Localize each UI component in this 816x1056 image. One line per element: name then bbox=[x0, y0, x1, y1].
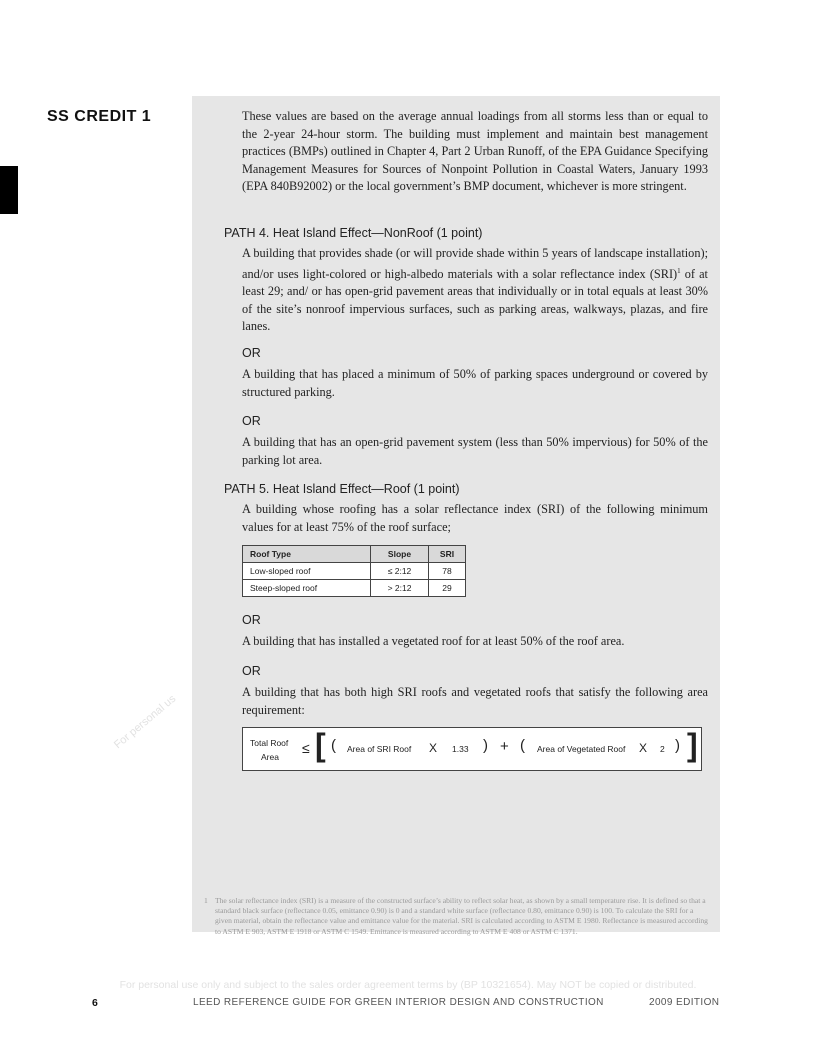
path4-heading: PATH 4. Heat Island Effect—NonRoof (1 point) bbox=[224, 226, 483, 240]
table-cell: > 2:12 bbox=[371, 580, 429, 597]
formula-factor-2: 2 bbox=[660, 744, 665, 754]
footnote-number: 1 bbox=[204, 896, 208, 905]
footnote-ref: 1 bbox=[677, 266, 681, 275]
formula-term-vegetated-roof: Area of Vegetated Roof bbox=[537, 744, 626, 754]
formula-term-sri-roof: Area of SRI Roof bbox=[347, 744, 412, 754]
path5-paragraph-3: A building that has both high SRI roofs and vegetated roofs that satisfy the following area requirement: bbox=[242, 685, 708, 717]
or-separator: OR bbox=[242, 414, 261, 428]
table-cell: 29 bbox=[429, 580, 466, 597]
bottom-watermark: For personal use only and subject to the sales order agreement terms by (BP 10321654). May NOT be copied or distributed. bbox=[119, 979, 697, 991]
formula-lhs-line2: Area bbox=[261, 752, 279, 762]
path4-paragraph-2: A building that has placed a minimum of 50% of parking spaces underground or covered by structured parking. bbox=[242, 367, 708, 399]
right-paren: ) bbox=[675, 737, 680, 754]
table-cell: 78 bbox=[429, 563, 466, 580]
leq-symbol: ≤ bbox=[302, 740, 310, 756]
times-symbol: X bbox=[639, 741, 648, 755]
sri-table bbox=[242, 545, 466, 597]
intro-paragraph: These values are based on the average annual loadings from all storms less than or equal to the 2-year 24-hour storm. The building must implement and maintain best management practices (BMPs) outlined in Chapter 4, Part 2 Urban Runoff, of the EPA Guidance Specifying Management Measures for Sources of Nonpoint Pollution in Coastal Waters, January 1993 (EPA 840B92002) or the local government’s BMP document, whichever is more stringent. bbox=[242, 109, 708, 193]
area-formula-box bbox=[242, 727, 702, 771]
path5-paragraph-1: A building whose roofing has a solar reflectance index (SRI) of the following minimum values for at least 75% of the roof surface; bbox=[242, 502, 708, 534]
footer-edition: 2009 EDITION bbox=[649, 997, 720, 1008]
table-header-row bbox=[243, 546, 466, 563]
table-cell: Steep-sloped roof bbox=[243, 580, 371, 597]
footnote bbox=[204, 896, 710, 937]
path5-paragraph-2: A building that has installed a vegetated roof for at least 50% of the roof area. bbox=[242, 634, 625, 648]
right-bracket: ] bbox=[687, 727, 698, 763]
plus-symbol: + bbox=[500, 738, 509, 755]
diagonal-watermark: For personal us bbox=[112, 692, 179, 752]
footnote-text: The solar reflectance index (SRI) is a measure of the constructed surface’s ability to reflect solar heat, as shown by a small temperature rise. It is defined so that a standard black surface (reflectance 0.05, emittance 0.90) is 0 and a standard white surface (reflectance 0.80, emittance 0.90) is 100. To calculate the SRI for a given material, obtain the reflectance value and emittance value for the material. SRI is calculated according to ASTM E 1980. Reflectance is measured according to ASTM E 903, ASTM E 1918 or ASTM C 1549. Emittance is measured according to ASTM E 408 or ASTM C 1371. bbox=[215, 896, 708, 936]
path4-paragraph-3: A building that has an open-grid pavement system (less than 50% impervious) for 50% of the parking lot area. bbox=[242, 435, 708, 467]
path4-para1-text-a: A building that provides shade (or will provide shade within 5 years of landscape installation); and/or uses light-colored or high-albedo materials with a solar reflectance index (SRI) bbox=[242, 246, 708, 281]
section-tab-marker bbox=[0, 166, 18, 214]
credit-label: SS CREDIT 1 bbox=[47, 108, 152, 125]
page-number: 6 bbox=[92, 997, 98, 1009]
path4-paragraph-1 bbox=[242, 245, 708, 336]
footer-title: LEED REFERENCE GUIDE FOR GREEN INTERIOR DESIGN AND CONSTRUCTION bbox=[193, 997, 604, 1008]
or-separator: OR bbox=[242, 664, 261, 678]
table-row bbox=[243, 580, 466, 597]
path5-heading: PATH 5. Heat Island Effect—Roof (1 point) bbox=[224, 482, 460, 496]
left-paren: ( bbox=[331, 737, 336, 754]
formula-lhs-line1: Total Roof bbox=[250, 738, 289, 748]
table-row bbox=[243, 563, 466, 580]
or-separator: OR bbox=[242, 613, 261, 627]
times-symbol: X bbox=[429, 741, 438, 755]
formula-factor-1: 1.33 bbox=[452, 744, 469, 754]
table-cell: ≤ 2:12 bbox=[371, 563, 429, 580]
table-cell: Low-sloped roof bbox=[243, 563, 371, 580]
or-separator: OR bbox=[242, 346, 261, 360]
left-bracket: [ bbox=[315, 727, 326, 763]
left-paren: ( bbox=[520, 737, 525, 754]
table-header-cell: SRI bbox=[429, 546, 466, 563]
table-header-cell: Roof Type bbox=[243, 546, 371, 563]
table-header-cell: Slope bbox=[371, 546, 429, 563]
path4-para1-text-b: of at least 29; and/ or has open-grid pavement areas that individually or in total equals at least 30% of the site’s nonroof impervious surfaces, such as parking areas, walkways, plazas, and fire lanes. bbox=[242, 266, 708, 334]
right-paren: ) bbox=[483, 737, 488, 754]
